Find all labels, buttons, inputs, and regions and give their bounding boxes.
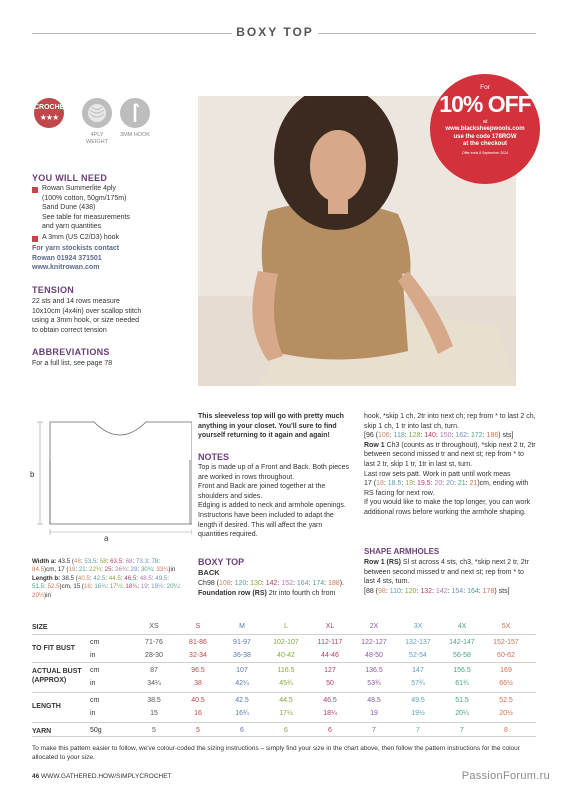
meas-5x: 21 bbox=[469, 480, 478, 488]
table-cell: 66½ bbox=[499, 680, 513, 687]
chain-3x: 164 bbox=[296, 580, 309, 587]
length-cm-m: 42.5 bbox=[93, 574, 106, 582]
yarn-requirement bbox=[42, 184, 172, 232]
tension-line: 10x10cm (4x4in) over scallop stitch bbox=[32, 307, 142, 315]
table-cell: 38.5 bbox=[147, 697, 161, 704]
width-cm-5x: 84.5 bbox=[32, 566, 45, 574]
row1-measure: 17 (18: 18.5: 19: 19.5: 20: 20: 21: 21)cm, ending with RS facing for next row. bbox=[364, 480, 529, 497]
count-2x: 150 bbox=[439, 432, 452, 440]
promo-url: www.blacksheepwools.com bbox=[445, 126, 525, 132]
skill-level-badge bbox=[34, 98, 69, 128]
schematic-measurements bbox=[32, 558, 182, 600]
unit-cm: cm bbox=[90, 697, 100, 704]
table-cell: 48.5 bbox=[367, 697, 381, 704]
table-cell: 36-38 bbox=[233, 652, 251, 659]
meas-4x: 21 bbox=[457, 480, 466, 488]
table-cell: 40-42 bbox=[277, 652, 295, 659]
shape-count-2x: 142 bbox=[435, 587, 448, 595]
shape-count-xl: 132 bbox=[420, 587, 433, 595]
width-cm-xl: 63.5 bbox=[110, 558, 123, 565]
width-cm-xs: 43.5 bbox=[58, 558, 71, 565]
table-cell: 107 bbox=[236, 667, 248, 674]
length-cm-xs: 38.5 bbox=[61, 574, 74, 582]
unit-cm: cm bbox=[90, 639, 100, 646]
length-in-4x: 20¼ bbox=[166, 583, 179, 591]
row1-label: Row 1 bbox=[364, 441, 385, 449]
width-in-2x: 26¾ bbox=[115, 566, 128, 574]
length-cm-5x: 52.5 bbox=[47, 583, 60, 591]
width-cm-s: 48 bbox=[73, 558, 81, 565]
yarn-line: and yarn quantities bbox=[42, 223, 102, 231]
table-cell: 5 bbox=[196, 727, 200, 734]
table-cell: 42¼ bbox=[235, 680, 249, 687]
count-3x: 162 bbox=[455, 432, 468, 440]
page-number: 46 bbox=[32, 773, 40, 780]
yarn-line: Sand Dune (438) bbox=[42, 204, 96, 212]
length-in-xs: 15 bbox=[73, 583, 81, 591]
unit-cm: cm bbox=[90, 667, 100, 674]
right-column-text bbox=[364, 412, 536, 518]
table-cell: 49.5 bbox=[411, 697, 425, 704]
width-measurements: Width a: 43.5 (48: 53.5: 58: 63.5: 68: 73.3: 78: 84.5)cm, 17 (19: 21: 22¾: 25: 26¾: 29: 30¾: 33¼)in bbox=[32, 558, 176, 574]
actual-bust-line1: ACTUAL BUST bbox=[32, 668, 82, 675]
contact-line: For yarn stockists contact bbox=[32, 245, 120, 252]
hook-size-label: 3MM HOOK bbox=[120, 132, 150, 138]
foundation-text: 2tr into fourth ch from bbox=[266, 589, 336, 597]
chain-suffix: ). bbox=[339, 580, 345, 587]
length-cm-xl: 46.5 bbox=[124, 574, 137, 582]
table-cell: 28-30 bbox=[145, 652, 163, 659]
shape-count-l: 120 bbox=[404, 587, 417, 595]
page-footer bbox=[32, 773, 172, 780]
table-cell: 38 bbox=[194, 680, 202, 687]
shape-count-3x: 154 bbox=[451, 587, 464, 595]
table-divider bbox=[32, 722, 536, 723]
table-cell: 147 bbox=[412, 667, 424, 674]
table-cell: 34¼ bbox=[147, 680, 161, 687]
size-header-cell: 4X bbox=[457, 623, 467, 630]
hook-requirement: A 3mm (US C2/D3) hook bbox=[42, 234, 120, 241]
notes-paragraph: Edging is added to neck and armhole openings. Instructons have been included to adapt the length if desired. This will affect the yarn quantities required. bbox=[198, 502, 346, 539]
table-cell: 7 bbox=[372, 727, 376, 734]
schematic-label-b: b bbox=[30, 470, 35, 479]
discount-promo[interactable] bbox=[430, 74, 540, 184]
meas-xl: 19.5 bbox=[416, 480, 431, 488]
table-cell: 40.5 bbox=[191, 697, 205, 704]
length-label: Length b: bbox=[32, 574, 61, 582]
width-in-5x: 33¼ bbox=[156, 566, 169, 574]
table-divider bbox=[32, 662, 536, 663]
chain-l: 130 bbox=[250, 580, 262, 587]
shape-count-suffix: ) sts] bbox=[494, 587, 510, 595]
count-m: 118 bbox=[393, 432, 405, 440]
table-cell: 152-157 bbox=[493, 639, 519, 646]
length-cm-s: 40.5 bbox=[77, 574, 90, 582]
promo-details bbox=[430, 126, 540, 149]
count-xl: 140 bbox=[424, 432, 436, 440]
yarn-ball-icon bbox=[82, 98, 112, 128]
stockist-contact bbox=[32, 244, 172, 273]
table-cell: 136.5 bbox=[365, 667, 383, 674]
table-cell: 102-107 bbox=[273, 639, 299, 646]
skill-level-label: CROCHET bbox=[34, 104, 69, 111]
length-cm-3x: 49.5 bbox=[155, 574, 168, 582]
length-cm-l: 44.5 bbox=[108, 574, 121, 582]
width-cm-m: 53.5 bbox=[84, 558, 97, 565]
table-cell: 127 bbox=[324, 667, 336, 674]
promo-code: use the code 178ROW bbox=[453, 133, 517, 140]
row1-text: Ch3 (counts as tr throughout), *skip next 2 tr, 2tr between second missed tr and next st; rep from * to last 2 tr, skip 1 tr, 1tr in last st, turn. bbox=[364, 441, 536, 468]
chain-instructions: Ch98 (108: 120: 130: 142: 152: 164: 174: 188). Foundation row (RS) 2tr into fourth ch from bbox=[198, 580, 345, 597]
yarn-row-label: YARN bbox=[32, 728, 52, 735]
promo-fineprint: Offer ends 8 September 2024 bbox=[461, 151, 509, 155]
length-in-5x: 20½ bbox=[32, 591, 45, 599]
size-header-cell: 2X bbox=[369, 623, 379, 630]
bullet-icon bbox=[32, 187, 38, 193]
row1-instructions bbox=[364, 441, 536, 470]
skill-level-stars: ★★★ bbox=[39, 113, 59, 122]
count-s: 106 bbox=[378, 432, 390, 440]
watermark: PassionForum.ru bbox=[461, 770, 550, 782]
count-prefix: [96 ( bbox=[364, 432, 379, 440]
chain-m: 120 bbox=[234, 580, 247, 587]
table-cell: 32-34 bbox=[189, 652, 207, 659]
width-label: Width a: bbox=[32, 558, 57, 565]
you-will-need-heading: YOU WILL NEED bbox=[32, 173, 108, 183]
count-suffix: ) sts] bbox=[498, 432, 514, 440]
table-cell: 96.5 bbox=[191, 667, 205, 674]
to-fit-bust-label: TO FIT BUST bbox=[32, 645, 76, 652]
table-cell: 52.5 bbox=[499, 697, 513, 704]
actual-bust-line2: (APPROX) bbox=[32, 677, 67, 684]
length-in-l: 17½ bbox=[109, 583, 122, 591]
shape-count-4x: 164 bbox=[467, 587, 479, 595]
intro-text: This sleeveless top will go with pretty much anything in your closet. You'll sure to find yourself returning to it again and again! bbox=[198, 413, 344, 440]
table-divider bbox=[32, 634, 536, 635]
yarn-line: Rowan Summerlite 4ply bbox=[42, 185, 116, 192]
length-in-2x: 19 bbox=[140, 583, 148, 591]
cm-unit: cm, bbox=[46, 566, 57, 574]
table-cell: 53¾ bbox=[367, 680, 381, 687]
count-5x: 186 bbox=[486, 432, 499, 440]
shape-row-text: Sl st across 4 sts, ch3, *skip next 2 tr, 2tr between second missed tr and next st; rep from * to last 4 sts, turn. bbox=[364, 559, 529, 586]
table-cell: 142-147 bbox=[449, 639, 475, 646]
table-cell: 19 bbox=[370, 710, 378, 717]
contact-line: Rowan 01924 371501 bbox=[32, 254, 102, 262]
header-rule-left bbox=[32, 33, 232, 34]
length-measurements: Length b: 38.5 (40.5: 42.5: 44.5: 46.5: 48.5: 49.5: 51.5: 52.5)cm, 15 (16: 16¾: 17½: 18¼: 19: 19½: 20¼: 20½)in bbox=[32, 574, 181, 599]
table-cell: 6 bbox=[240, 727, 244, 734]
table-cell: 16¾ bbox=[235, 710, 249, 717]
hook-icon bbox=[120, 98, 150, 128]
table-cell: 57¾ bbox=[411, 680, 425, 687]
notes-paragraph: Front and Back are joined together at the shoulders and sides. bbox=[198, 483, 326, 500]
table-cell: 8 bbox=[504, 727, 508, 734]
size-header-cell: L bbox=[284, 623, 288, 630]
tension-heading: TENSION bbox=[32, 285, 75, 295]
meas-s: 18 bbox=[376, 480, 384, 488]
table-cell: 6 bbox=[328, 727, 332, 734]
table-cell: 44-46 bbox=[321, 652, 339, 659]
table-cell: 20½ bbox=[499, 710, 513, 717]
width-cm-4x: 78 bbox=[151, 558, 159, 565]
table-cell: 116.5 bbox=[277, 667, 295, 674]
table-cell: 112-117 bbox=[317, 639, 343, 646]
table-cell: 48-50 bbox=[365, 652, 383, 659]
table-cell: 132-137 bbox=[405, 639, 431, 646]
size-header-cell: 5X bbox=[501, 623, 511, 630]
chain-5x: 188 bbox=[328, 580, 340, 587]
schematic-label-a: a bbox=[104, 534, 109, 543]
in-unit: in bbox=[170, 566, 176, 574]
table-cell: 52-54 bbox=[409, 652, 427, 659]
foundation-count: [96 (106: 118: 128: 140: 150: 162: 172: 186) sts] bbox=[364, 432, 514, 440]
table-divider bbox=[32, 736, 536, 737]
shape-count-m: 110 bbox=[389, 587, 401, 595]
table-cell: 91-97 bbox=[233, 639, 251, 646]
shape-armholes-text bbox=[364, 558, 536, 596]
yarn-weight-label: 4PLY WEIGHT bbox=[86, 132, 108, 145]
count-l: 128 bbox=[408, 432, 421, 440]
meas-3x: 20 bbox=[446, 480, 454, 488]
contact-line[interactable]: www.knitrowan.com bbox=[32, 264, 100, 272]
rating-badges bbox=[32, 98, 162, 160]
shape-count-prefix: [88 ( bbox=[364, 587, 379, 595]
unit-in: in bbox=[90, 652, 96, 659]
in-unit: in bbox=[46, 591, 51, 599]
unit-yarn: 50g bbox=[90, 727, 102, 734]
length-in-s: 16 bbox=[83, 583, 91, 591]
table-cell: 7 bbox=[416, 727, 420, 734]
actual-bust-label bbox=[32, 667, 82, 685]
header-rule-right bbox=[318, 33, 536, 34]
chain-xl: 142 bbox=[265, 580, 278, 587]
shape-row-label: Row 1 (RS) bbox=[364, 559, 401, 566]
row1-text3: If you would like to make the top longer, you can work additional rows before working the armhole shaping. bbox=[364, 499, 531, 516]
width-in-xs: 17 bbox=[57, 566, 65, 574]
promo-checkout: at the checkout bbox=[462, 141, 507, 147]
shape-count-5x: 178 bbox=[482, 587, 495, 595]
colour-code-footnote: To make this pattern easier to follow, we've colour-coded the sizing instructions – simply find your size in the chart above, then follow the pattern instructions for the colour allocated to your size. bbox=[32, 745, 520, 761]
promo-discount: 10% OFF bbox=[439, 91, 531, 117]
table-cell: 5 bbox=[152, 727, 156, 734]
table-cell: 50 bbox=[326, 680, 334, 687]
width-cm-l: 58 bbox=[99, 558, 107, 565]
table-cell: 156.5 bbox=[453, 667, 471, 674]
width-in-xl: 25 bbox=[104, 566, 112, 574]
table-cell: 44.5 bbox=[279, 697, 293, 704]
size-header-cell: 3X bbox=[413, 623, 423, 630]
table-cell: 46.5 bbox=[323, 697, 337, 704]
table-cell: 87 bbox=[150, 667, 158, 674]
length-in-m: 16¾ bbox=[94, 583, 107, 591]
foundation-cont: hook, *skip 1 ch, 2tr into next ch; rep from * to last 2 ch, skip 1 ch, 1 tr into last ch, turn. bbox=[364, 413, 536, 430]
table-cell: 169 bbox=[500, 667, 512, 674]
count-4x: 172 bbox=[470, 432, 483, 440]
width-in-l: 22¾ bbox=[89, 566, 102, 574]
yarn-line: See table for measurements bbox=[42, 213, 130, 221]
tension-text bbox=[32, 297, 172, 335]
bullet-icon bbox=[32, 236, 38, 242]
garment-schematic bbox=[32, 420, 192, 544]
notes-heading: NOTES bbox=[198, 452, 230, 462]
promo-for: For bbox=[480, 84, 490, 91]
table-cell: 17½ bbox=[279, 710, 293, 717]
chain-prefix: Ch98 ( bbox=[198, 580, 220, 587]
tension-line: using a 3mm hook, or size needed bbox=[32, 317, 140, 325]
table-cell: 56-58 bbox=[453, 652, 471, 659]
meas-l: 19 bbox=[405, 480, 414, 488]
footer-url[interactable]: WWW.GATHERED.HOW/SIMPLYCROCHET bbox=[41, 773, 172, 780]
shape-count: [88 (98: 110: 120: 132: 142: 154: 164: 178) sts] bbox=[364, 587, 510, 595]
promo-at: at bbox=[482, 119, 488, 125]
table-cell: 7 bbox=[460, 727, 464, 734]
length-in-3x: 19½ bbox=[151, 583, 164, 591]
width-in-s: 19 bbox=[68, 566, 76, 574]
size-header-cell: S bbox=[195, 623, 201, 630]
length-in-xl: 18¼ bbox=[125, 583, 138, 591]
table-cell: 6 bbox=[284, 727, 288, 734]
width-cm-3x: 73.3 bbox=[135, 558, 148, 565]
foundation-label: Foundation row (RS) bbox=[198, 589, 267, 597]
chain-s: 108 bbox=[219, 580, 231, 587]
table-cell: 71-76 bbox=[145, 639, 163, 646]
size-header-cell: XL bbox=[325, 623, 335, 630]
width-cm-2x: 68 bbox=[125, 558, 133, 565]
page-title: BOXY TOP bbox=[236, 25, 314, 39]
shape-armholes-heading: SHAPE ARMHOLES bbox=[364, 547, 440, 556]
width-in-3x: 29 bbox=[130, 566, 138, 574]
meas-2x: 20 bbox=[434, 480, 443, 488]
shape-count-s: 98 bbox=[378, 587, 386, 595]
table-cell: 42.5 bbox=[235, 697, 249, 704]
unit-in: in bbox=[90, 680, 96, 687]
meas-prefix: 17 ( bbox=[364, 480, 377, 488]
back-subheading: BACK bbox=[198, 568, 220, 577]
meas-suffix: )cm, ending with RS facing for next row. bbox=[364, 480, 529, 497]
abbreviations-text: For a full list, see page 78 bbox=[32, 360, 113, 367]
page-header bbox=[0, 22, 566, 46]
size-header-cell: M bbox=[239, 623, 245, 630]
notes-paragraph: Top is made up of a Front and Back. Both pieces are worked in rows throughout. bbox=[198, 464, 349, 481]
table-divider bbox=[32, 692, 536, 693]
table-cell: 122-127 bbox=[361, 639, 387, 646]
length-cm-2x: 48.5 bbox=[139, 574, 152, 582]
length-row-label: LENGTH bbox=[32, 703, 61, 710]
table-cell: 15 bbox=[150, 710, 158, 717]
table-cell: 19½ bbox=[411, 710, 425, 717]
yarn-line: (100% cotton, 50gm/175m) bbox=[42, 194, 127, 202]
width-in-4x: 30¾ bbox=[140, 566, 153, 574]
size-header-cell: XS bbox=[149, 623, 159, 630]
table-cell: 20¼ bbox=[455, 710, 469, 717]
table-cell: 18¼ bbox=[323, 710, 337, 717]
tension-line: 22 sts and 14 rows measure bbox=[32, 298, 120, 305]
unit-in: in bbox=[90, 710, 96, 717]
size-label: SIZE bbox=[32, 624, 48, 631]
table-cell: 16 bbox=[194, 710, 202, 717]
table-cell: 60-62 bbox=[497, 652, 515, 659]
pattern-heading: BOXY TOP bbox=[198, 557, 245, 567]
table-cell: 51.5 bbox=[455, 697, 469, 704]
table-cell: 45¾ bbox=[279, 680, 293, 687]
row1-text2: Last row sets patt. Work in patt until work meas bbox=[364, 470, 511, 478]
table-cell: 61¾ bbox=[455, 680, 469, 687]
table-cell: 81-86 bbox=[189, 639, 207, 646]
width-in-m: 21 bbox=[78, 566, 86, 574]
tension-line: to obtain correct tension bbox=[32, 326, 107, 334]
notes-text bbox=[198, 463, 350, 540]
abbreviations-heading: ABBREVIATIONS bbox=[32, 347, 110, 357]
length-cm-4x: 51.5 bbox=[32, 583, 45, 591]
cm-unit: cm, bbox=[61, 583, 72, 591]
chain-4x: 174 bbox=[312, 580, 325, 587]
chain-2x: 152 bbox=[281, 580, 294, 587]
meas-m: 18.5 bbox=[387, 480, 402, 488]
